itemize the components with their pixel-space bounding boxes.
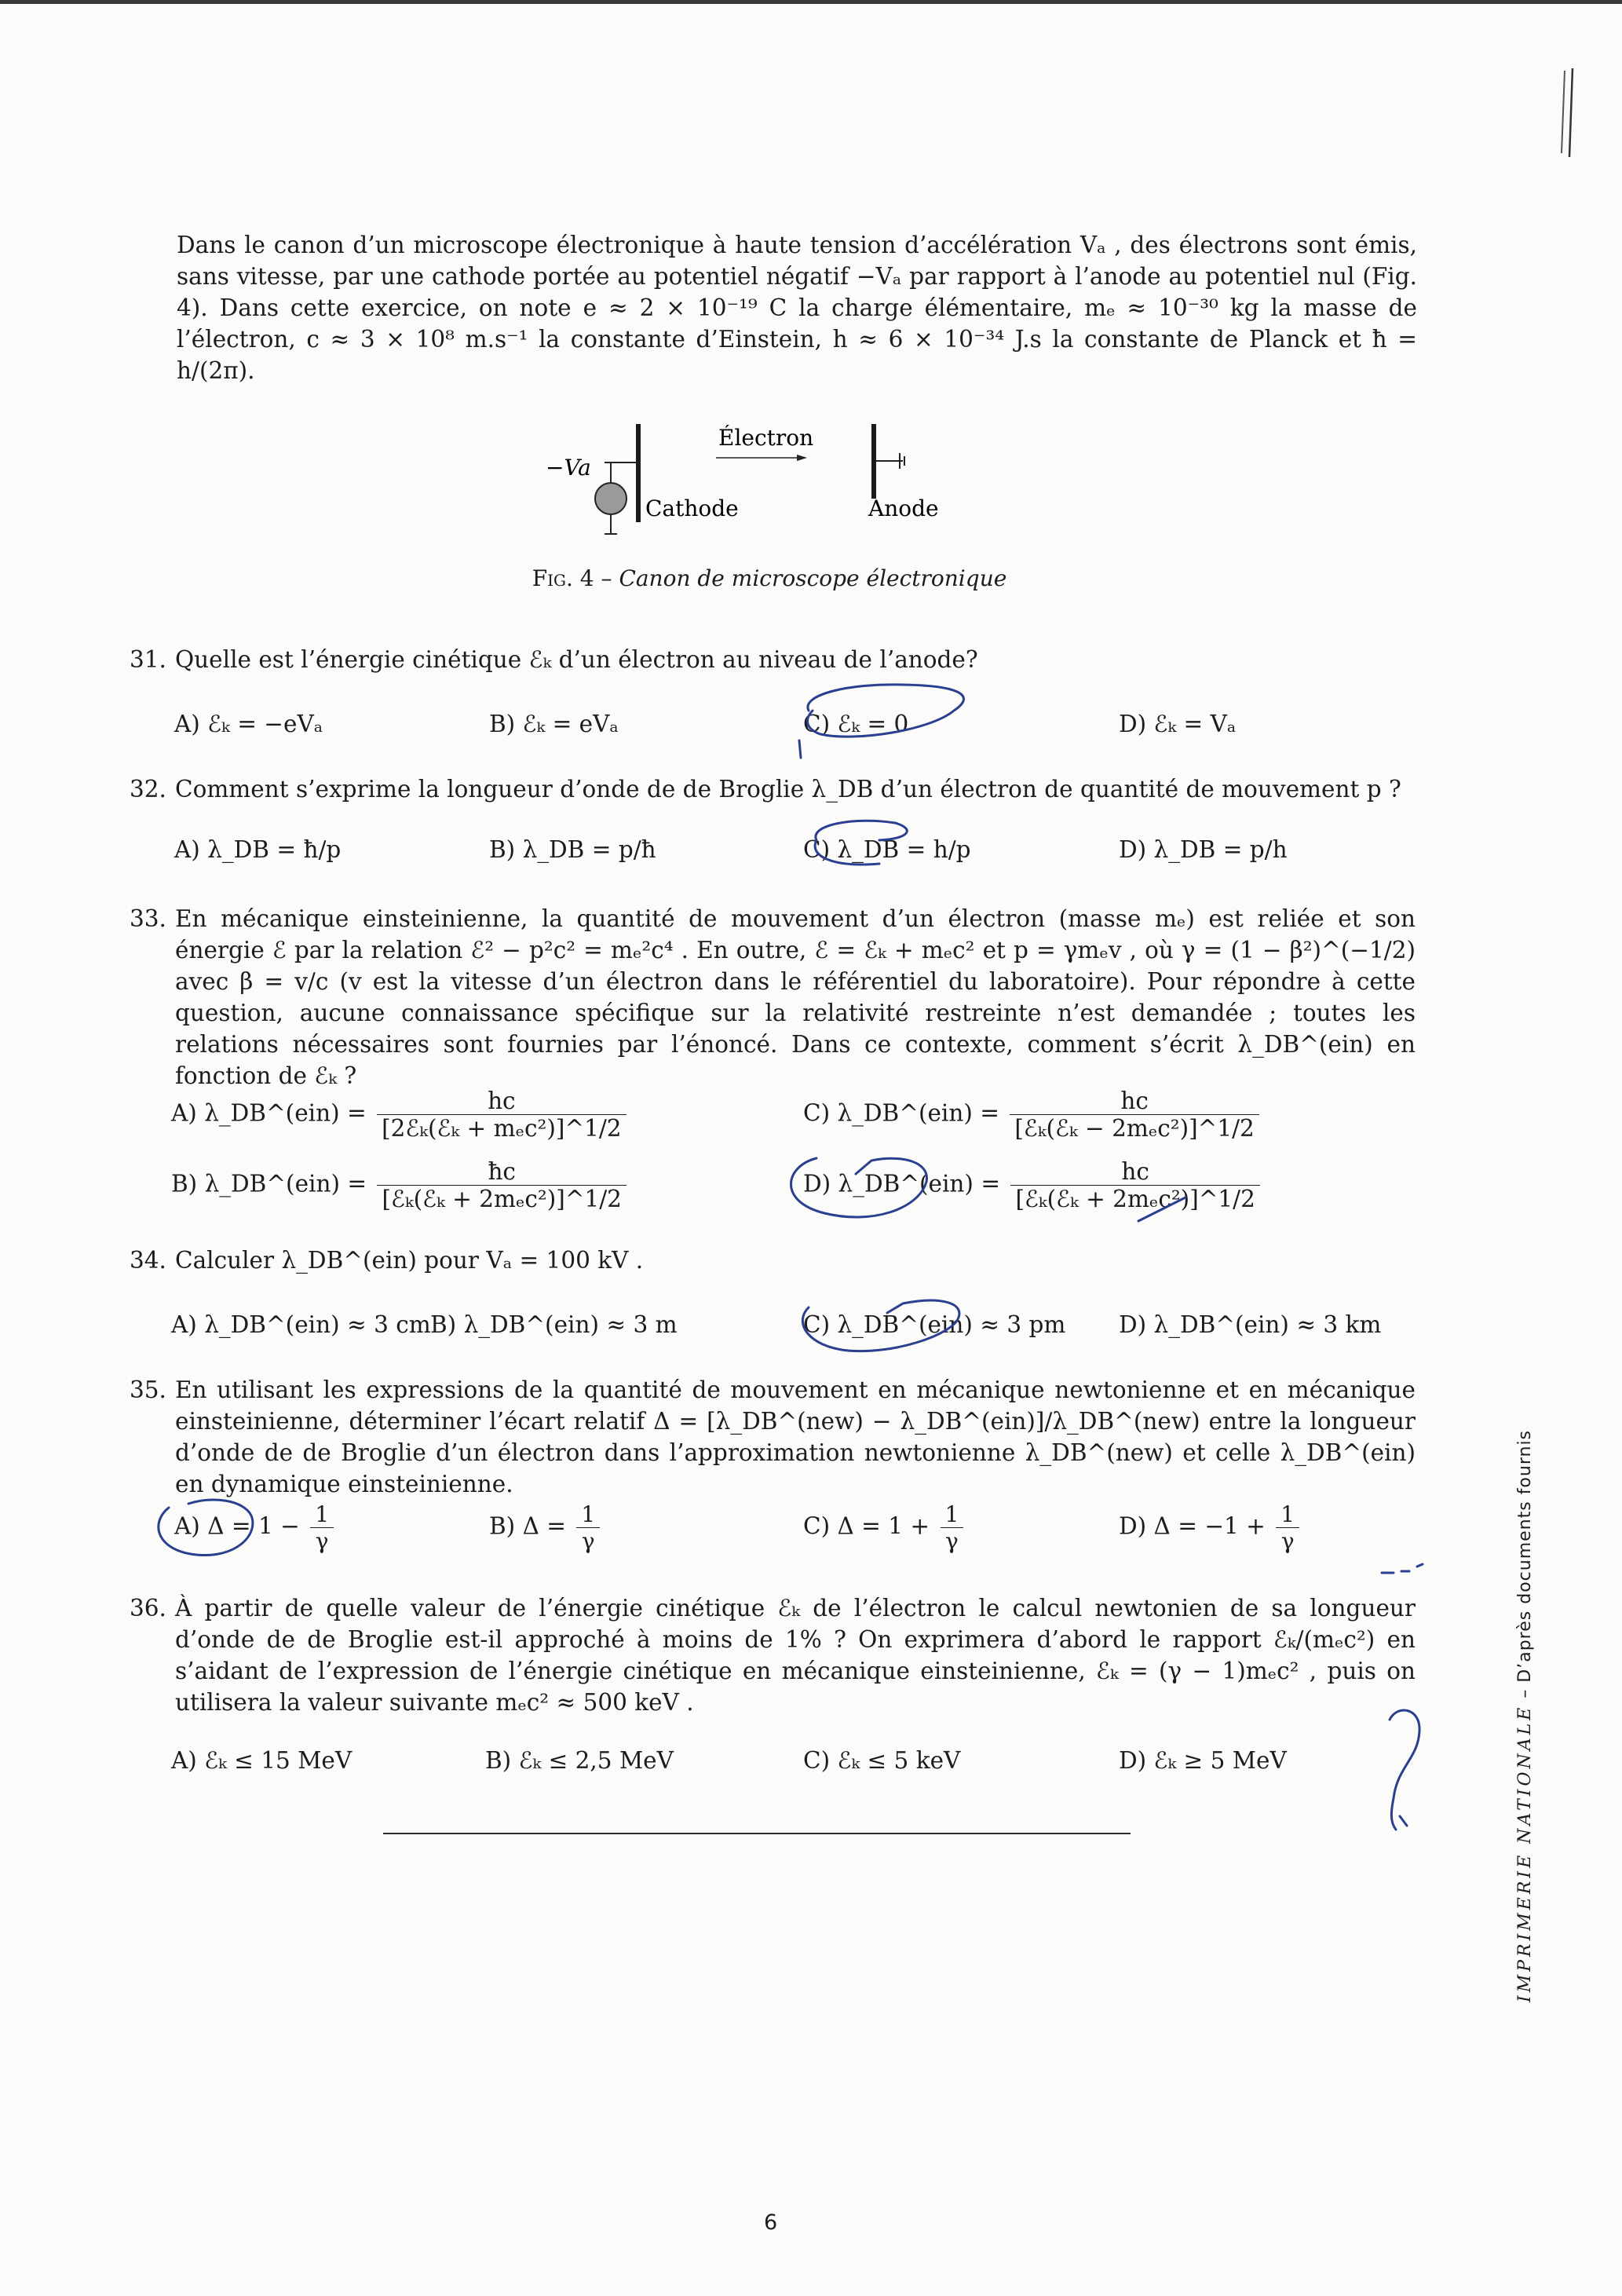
- question-text: Comment s’exprime la longueur d’onde de de Broglie λ_DB d’un électron de quantité de mouvement p ?: [175, 776, 1401, 803]
- question-text: Quelle est l’énergie cinétique ℰₖ d’un électron au niveau de l’anode?: [175, 646, 978, 673]
- exercise-intro: Dans le canon d’un microscope électronique à haute tension d’accélération Vₐ , des électrons sont émis, sans vitesse, par une cathode portée au potentiel négatif −Vₐ par rapport à l’anode au potentiel nul (Fig. 4). Dans cette exercice, on note e ≈ 2 × 10⁻¹⁹ C la charge élémentaire, mₑ ≈ 10⁻³⁰ kg la masse de l’électron, c ≈ 3 × 10⁸ m.s⁻¹ la constante d’Einstein, h ≈ 6 × 10⁻³⁴ J.s la constante de Planck et ħ = h/(2π).: [177, 232, 1417, 384]
- q33-option-c[interactable]: [803, 1088, 1262, 1142]
- option-label: C) λ_DB^(ein) =: [803, 1099, 999, 1127]
- denominator: γ: [315, 1528, 329, 1554]
- question-number: 31.: [130, 646, 166, 673]
- anode-plate: [871, 424, 876, 499]
- question-number: 34.: [130, 1247, 166, 1274]
- option-label: C) Δ = 1 +: [803, 1512, 930, 1540]
- denominator: [ℰₖ(ℰₖ + 2mₑc²)]^1/2: [382, 1186, 622, 1212]
- question-text: À partir de quelle valeur de l’énergie cinétique ℰₖ de l’électron le calcul newtonien de sa longueur d’onde de de Broglie est-il approché à moins de 1% ? On exprimera d’abord le rapport ℰₖ/(mₑc²) en s’aidant de l’expression de l’énergie cinétique en mécanique einsteinienne, ℰₖ = (γ − 1)mₑc² , puis on utilisera la valeur suivante mₑc² ≈ 500 keV .: [175, 1595, 1416, 1716]
- cathode-plate: [636, 424, 641, 522]
- imprint-name: IMPRIMERIE NATIONALE: [1515, 1704, 1535, 2002]
- q31-option-d[interactable]: D) ℰₖ = Vₐ: [1119, 711, 1237, 737]
- q33-option-b[interactable]: [171, 1158, 630, 1212]
- electron-gun-diagram: [510, 412, 1060, 561]
- numerator: 1: [1276, 1501, 1299, 1528]
- numerator: hc: [377, 1088, 626, 1115]
- question-number: 36.: [130, 1595, 166, 1621]
- label-cathode: Cathode: [645, 495, 739, 521]
- end-rule: [383, 1833, 1131, 1834]
- q35-option-d[interactable]: [1119, 1501, 1302, 1554]
- q31-option-c[interactable]: C) ℰₖ = 0: [803, 711, 909, 737]
- option-label: A) Δ = 1 −: [174, 1512, 300, 1540]
- scan-top-edge: [0, 0, 1622, 4]
- question-mark-q36: [1390, 1710, 1419, 1830]
- numerator: hc: [1010, 1158, 1259, 1186]
- q32-option-a[interactable]: A) λ_DB = ħ/p: [174, 836, 342, 863]
- denominator: [ℰₖ(ℰₖ − 2mₑc²)]^1/2: [1014, 1115, 1255, 1142]
- q33-option-a[interactable]: [171, 1088, 630, 1142]
- q34-option-a[interactable]: A) λ_DB^(ein) ≈ 3 cm: [171, 1311, 431, 1338]
- q31-option-b[interactable]: B) ℰₖ = eVₐ: [489, 711, 619, 737]
- q35-option-b[interactable]: [489, 1501, 603, 1554]
- q35-option-a[interactable]: [174, 1501, 337, 1554]
- numerator: ħc: [377, 1158, 626, 1186]
- side-imprint: [1515, 1429, 1535, 2002]
- cathode-filament: [595, 483, 627, 514]
- numerator: 1: [941, 1501, 964, 1528]
- option-label: B) λ_DB^(ein) =: [171, 1170, 367, 1197]
- q34-option-c[interactable]: C) λ_DB^(ein) ≈ 3 pm: [803, 1311, 1066, 1338]
- numerator: 1: [310, 1501, 334, 1528]
- q36-option-d[interactable]: D) ℰₖ ≥ 5 MeV: [1119, 1747, 1287, 1774]
- question-number: 32.: [130, 776, 166, 803]
- q32-option-d[interactable]: D) λ_DB = p/h: [1119, 836, 1288, 863]
- label-anode: Anode: [868, 495, 939, 521]
- question-number: 33.: [130, 905, 166, 932]
- q36-option-c[interactable]: C) ℰₖ ≤ 5 keV: [803, 1747, 961, 1774]
- numerator: 1: [576, 1501, 600, 1528]
- label-va: −Va: [546, 455, 591, 481]
- q32-option-c[interactable]: C) λ_DB = h/p: [803, 836, 971, 863]
- caption-label: Fig. 4 –: [532, 565, 612, 591]
- denominator: γ: [1280, 1528, 1295, 1554]
- q35-option-c[interactable]: [803, 1501, 966, 1554]
- margin-pencil-marks: [1558, 67, 1582, 161]
- option-label: B) Δ =: [489, 1512, 566, 1540]
- question-text: En mécanique einsteinienne, la quantité de mouvement d’un électron (masse mₑ) est reliée et son énergie ℰ par la relation ℰ² − p²c² = mₑ²c⁴ . En outre, ℰ = ℰₖ + mₑc² et p = γmₑv , où γ = (1 − β²)^(−1/2) avec β = v/c (v est la vitesse d’un électron dans le référentiel du laboratoire). Pour répondre à cette question, aucune connaissance spécifique sur la relativité restreinte n’est demandée ; toutes les relations nécessaires sont fournies par l’énoncé. Dans ce contexte, comment s’écrit λ_DB^(ein) en fonction de ℰₖ ?: [175, 905, 1416, 1089]
- q34-option-d[interactable]: D) λ_DB^(ein) ≈ 3 km: [1119, 1311, 1382, 1338]
- denominator: [2ℰₖ(ℰₖ + mₑc²)]^1/2: [382, 1115, 622, 1142]
- question-text: En utilisant les expressions de la quantité de mouvement en mécanique newtonienne et en mécanique einsteinienne, déterminer l’écart relatif Δ = [λ_DB^(new) − λ_DB^(ein)]/λ_DB^(new) entre la longueur d’onde de de Broglie d’un électron dans l’approximation newtonienne λ_DB^(new) et celle λ_DB^(ein) en dynamique einsteinienne.: [175, 1377, 1416, 1497]
- q36-option-a[interactable]: A) ℰₖ ≤ 15 MeV: [171, 1747, 353, 1774]
- denominator: [ℰₖ(ℰₖ + 2mₑc²)]^1/2: [1015, 1186, 1255, 1212]
- page-number: 6: [764, 2210, 778, 2235]
- question-text: Calculer λ_DB^(ein) pour Vₐ = 100 kV .: [175, 1247, 644, 1274]
- q32-option-b[interactable]: B) λ_DB = p/ħ: [489, 836, 656, 863]
- label-electron: Électron: [718, 425, 814, 451]
- denominator: γ: [945, 1528, 959, 1554]
- denominator: γ: [581, 1528, 595, 1554]
- caption-text: Canon de microscope électronique: [619, 565, 1007, 591]
- q34-option-b[interactable]: B) λ_DB^(ein) ≈ 3 m: [430, 1311, 678, 1338]
- option-label: D) Δ = −1 +: [1119, 1512, 1266, 1540]
- q33-option-d[interactable]: [803, 1158, 1263, 1212]
- imprint-note: – D’après documents fournis: [1515, 1429, 1535, 1698]
- option-label: A) λ_DB^(ein) =: [171, 1099, 367, 1127]
- q31-option-a[interactable]: A) ℰₖ = −eVₐ: [174, 711, 323, 737]
- question-number: 35.: [130, 1377, 166, 1403]
- numerator: hc: [1010, 1088, 1259, 1115]
- figure-caption: [518, 565, 1021, 591]
- option-label: D) λ_DB^(ein) =: [803, 1170, 1001, 1197]
- q36-option-b[interactable]: B) ℰₖ ≤ 2,5 MeV: [485, 1747, 674, 1774]
